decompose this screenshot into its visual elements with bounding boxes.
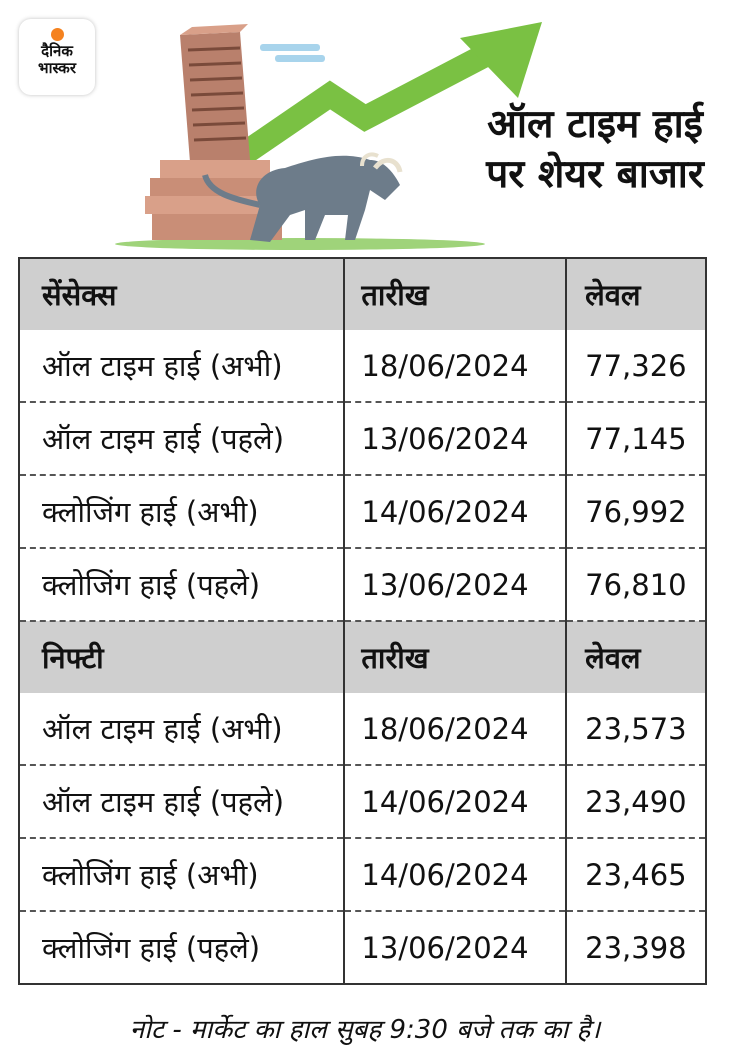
row-date: 18/06/2024 — [344, 330, 566, 402]
table-row — [19, 765, 706, 838]
row-date: 14/06/2024 — [344, 475, 566, 548]
nifty-date-header: तारीख — [344, 621, 566, 693]
row-level: 76,810 — [566, 548, 706, 621]
table-row — [19, 693, 706, 765]
footnote: नोट - मार्केट का हाल सुबह 9:30 बजे तक का है। — [129, 1015, 601, 1045]
sensex-level-header: लेवल — [566, 258, 706, 330]
table-row — [19, 911, 706, 984]
sensex-header-row — [19, 258, 706, 330]
table-row — [19, 548, 706, 621]
row-level: 23,398 — [566, 911, 706, 984]
sensex-date-header: तारीख — [344, 258, 566, 330]
table-row — [19, 475, 706, 548]
row-level: 23,465 — [566, 838, 706, 911]
nifty-header-row — [19, 621, 706, 693]
row-date: 14/06/2024 — [344, 765, 566, 838]
brand-logo — [19, 19, 95, 95]
row-level: 77,326 — [566, 330, 706, 402]
sensex-header-label: सेंसेक्स — [19, 258, 344, 330]
row-label: क्लोजिंग हाई (पहले) — [19, 548, 344, 621]
logo-line-2: भास्कर — [38, 59, 76, 77]
table-row — [19, 402, 706, 475]
nifty-header-label: निफ्टी — [19, 621, 344, 693]
row-label: ऑल टाइम हाई (अभी) — [19, 330, 344, 402]
headline: ऑल टाइम हाई पर शेयर बाजार — [486, 102, 704, 197]
market-high-table — [18, 257, 707, 985]
logo-dot-icon — [51, 28, 64, 41]
row-level: 76,992 — [566, 475, 706, 548]
nifty-level-header: लेवल — [566, 621, 706, 693]
row-level: 23,573 — [566, 693, 706, 765]
table-row — [19, 330, 706, 402]
row-date: 13/06/2024 — [344, 402, 566, 475]
row-label: क्लोजिंग हाई (पहले) — [19, 911, 344, 984]
row-label: ऑल टाइम हाई (अभी) — [19, 693, 344, 765]
row-date: 13/06/2024 — [344, 548, 566, 621]
row-label: ऑल टाइम हाई (पहले) — [19, 765, 344, 838]
row-level: 77,145 — [566, 402, 706, 475]
row-date: 14/06/2024 — [344, 838, 566, 911]
row-label: क्लोजिंग हाई (अभी) — [19, 838, 344, 911]
row-level: 23,490 — [566, 765, 706, 838]
row-label: ऑल टाइम हाई (पहले) — [19, 402, 344, 475]
row-label: क्लोजिंग हाई (अभी) — [19, 475, 344, 548]
logo-line-1: दैनिक — [41, 42, 73, 60]
table-row — [19, 838, 706, 911]
row-date: 18/06/2024 — [344, 693, 566, 765]
row-date: 13/06/2024 — [344, 911, 566, 984]
